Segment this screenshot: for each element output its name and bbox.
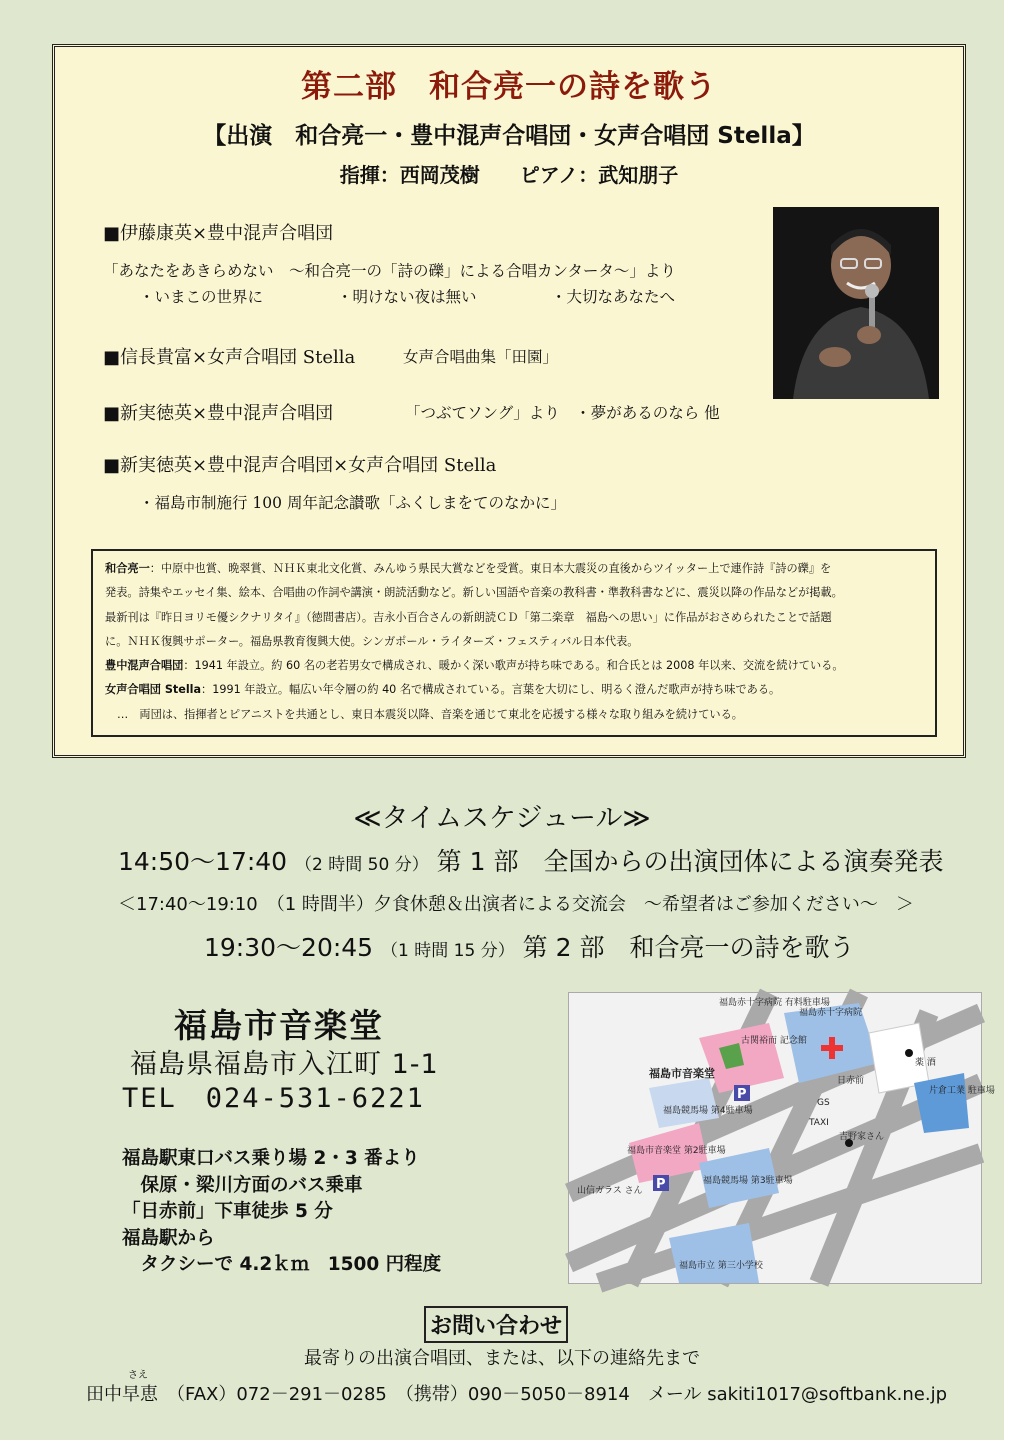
- bio-wago-line: 発表。詩集やエッセイ集、絵本、合唱曲の作詞や講演・朗読活動など。新しい国語や音楽の教科書・準教科書などに、震災以降の作品などが掲載。: [105, 586, 843, 600]
- map-label: 古関裕而 記念館: [741, 1036, 807, 1046]
- schedule-row-2: ＜17:40～19:10 （1 時間半）夕食休憩＆出演者による交流会 ～希望者はご参加ください～ ＞: [118, 894, 914, 915]
- cast-line: 【出演 和合亮一・豊中混声合唱団・女声合唱団 Stella】: [203, 123, 815, 149]
- program-4-heading: ■新実徳英×豊中混声合唱団×女声合唱団 Stella: [103, 455, 497, 476]
- program-3-heading: ■新実徳英×豊中混声合唱団: [103, 403, 334, 424]
- map-label: 薬 酒: [915, 1058, 936, 1068]
- svg-text:P: P: [656, 1177, 666, 1192]
- program-1-item-1: ・いまこの世界に: [139, 288, 264, 306]
- map-label: TAXI: [809, 1118, 829, 1128]
- program-1-item-2: ・明けない夜は無い: [337, 288, 477, 306]
- access-line: 福島駅から: [122, 1227, 215, 1249]
- bio-stella-label: 女声合唱団 Stella: [105, 683, 202, 697]
- bio-wago-line: に。ＮＨＫ復興サポーター。福島県教育復興大使。シンガポール・ライターズ・フェスティバル日本代表。: [105, 634, 639, 648]
- program-2-work: 女声合唱曲集「田園」: [403, 348, 559, 366]
- contact-details: 田中早恵 （FAX）072－291－0285 （携帯）090－5050－8914 メール sakiti1017@softbank.ne.jp: [86, 1384, 948, 1405]
- bio-wago-line: 和合亮一：中原中也賞、晩翠賞、ＮＨＫ東北文化賞、みんゆう県民大賞などを受賞。東日本大震災の直後からツイッター上で連作詩『詩の礫』を: [105, 562, 832, 575]
- svg-text:P: P: [737, 1087, 747, 1102]
- map-label: 福島競馬場 第4駐車場: [663, 1106, 753, 1116]
- name-ruby: さえ: [128, 1370, 148, 1381]
- performer-photo: [773, 207, 939, 399]
- map-label: 福島市立 第三小学校: [679, 1261, 763, 1271]
- map-label: 山信ガラス さん: [577, 1186, 643, 1196]
- map-label: 福島競馬場 第3駐車場: [703, 1176, 793, 1186]
- venue-address: 福島県福島市入江町 1-1: [130, 1049, 439, 1080]
- venue-name: 福島市音楽堂: [174, 1006, 384, 1045]
- bio-stella-line: 女声合唱団 Stella：1991 年設立。幅広い年令層の約 40 名で構成されている。言葉を大切にし、明るく澄んだ歌声が持ち味である。: [105, 683, 781, 697]
- program-2-heading: ■信長貴富×女声合唱団 Stella: [103, 347, 356, 368]
- conductor-line: 指揮：西岡茂樹 ピアノ：武知朋子: [339, 163, 679, 187]
- program-1-item-3: ・大切なあなたへ: [551, 288, 676, 306]
- map-label: 福島市音楽堂 第2駐車場: [627, 1146, 726, 1156]
- map-label: 片倉工業 駐車場: [929, 1086, 995, 1096]
- contact-note: 最寄りの出演合唱団、または、以下の連絡先まで: [304, 1348, 700, 1369]
- program-1-heading: ■伊藤康英×豊中混声合唱団: [103, 223, 334, 244]
- access-map: [568, 992, 995, 1284]
- bio-wago-line: 最新刊は『昨日ヨリモ優シクナリタイ』（徳間書店）。吉永小百合さんの新朗読ＣＤ「第二楽章 福島への思い」に作品がおさめられたことで話題: [105, 610, 832, 624]
- map-label: 吉野家さん: [839, 1132, 885, 1142]
- bio-closing-line: … 両団は、指揮者とピアニストを共通とし、東日本震災以降、音楽を通じて東北を応援する様々な取り組みを続けている。: [117, 707, 743, 721]
- schedule-title: ≪タイムスケジュール≫: [353, 803, 651, 834]
- map-label: GS: [817, 1098, 830, 1108]
- access-line: タクシーで 4.2ｋｍ 1500 円程度: [122, 1254, 442, 1275]
- bio-wago-label: 和合亮一: [105, 562, 150, 575]
- map-label: 日赤前: [837, 1076, 865, 1086]
- access-line: 「日赤前」下車徒歩 5 分: [122, 1201, 333, 1222]
- access-line: 福島駅東口バス乗り場 2・3 番より: [122, 1148, 420, 1169]
- program-1-work: 「あなたをあきらめない ～和合亮一の「詩の礫」による合唱カンタータ～」より: [103, 262, 676, 280]
- program-3-work: 「つぶてソング」より ・夢があるのなら 他: [405, 404, 720, 422]
- bio-toyonaka-label: 豊中混声合唱団: [105, 659, 184, 673]
- access-info: [122, 1146, 441, 1279]
- access-line: 保原・梁川方面のバス乗車: [122, 1174, 363, 1196]
- part2-title: 第二部 和合亮一の詩を歌う: [301, 69, 717, 105]
- map-label: 福島赤十字病院: [799, 1008, 863, 1018]
- biography-box: [91, 549, 937, 737]
- program-4-work: ・福島市制施行 100 周年記念讃歌「ふくしまをてのなかに」: [139, 494, 566, 512]
- contact-title: お問い合わせ: [424, 1306, 568, 1343]
- part2-panel: [52, 44, 966, 758]
- map-label: 福島赤十字病院 有料駐車場: [719, 998, 830, 1008]
- bio-toyonaka-line: 豊中混声合唱団：1941 年設立。約 60 名の老若男女で構成され、暖かく深い歌声が持ち味である。和合氏とは 2008 年以来、交流を続けている。: [105, 659, 844, 673]
- map-label: 福島市音楽堂: [649, 1067, 715, 1080]
- schedule-row-3: 19:30～20:45 （1 時間 15 分） 第 2 部 和合亮一の詩を歌う: [204, 933, 855, 962]
- venue-tel: TEL 024-531-6221: [122, 1083, 425, 1114]
- schedule-row-1: 14:50～17:40 （2 時間 50 分） 第 1 部 全国からの出演団体による演奏発表: [118, 847, 944, 876]
